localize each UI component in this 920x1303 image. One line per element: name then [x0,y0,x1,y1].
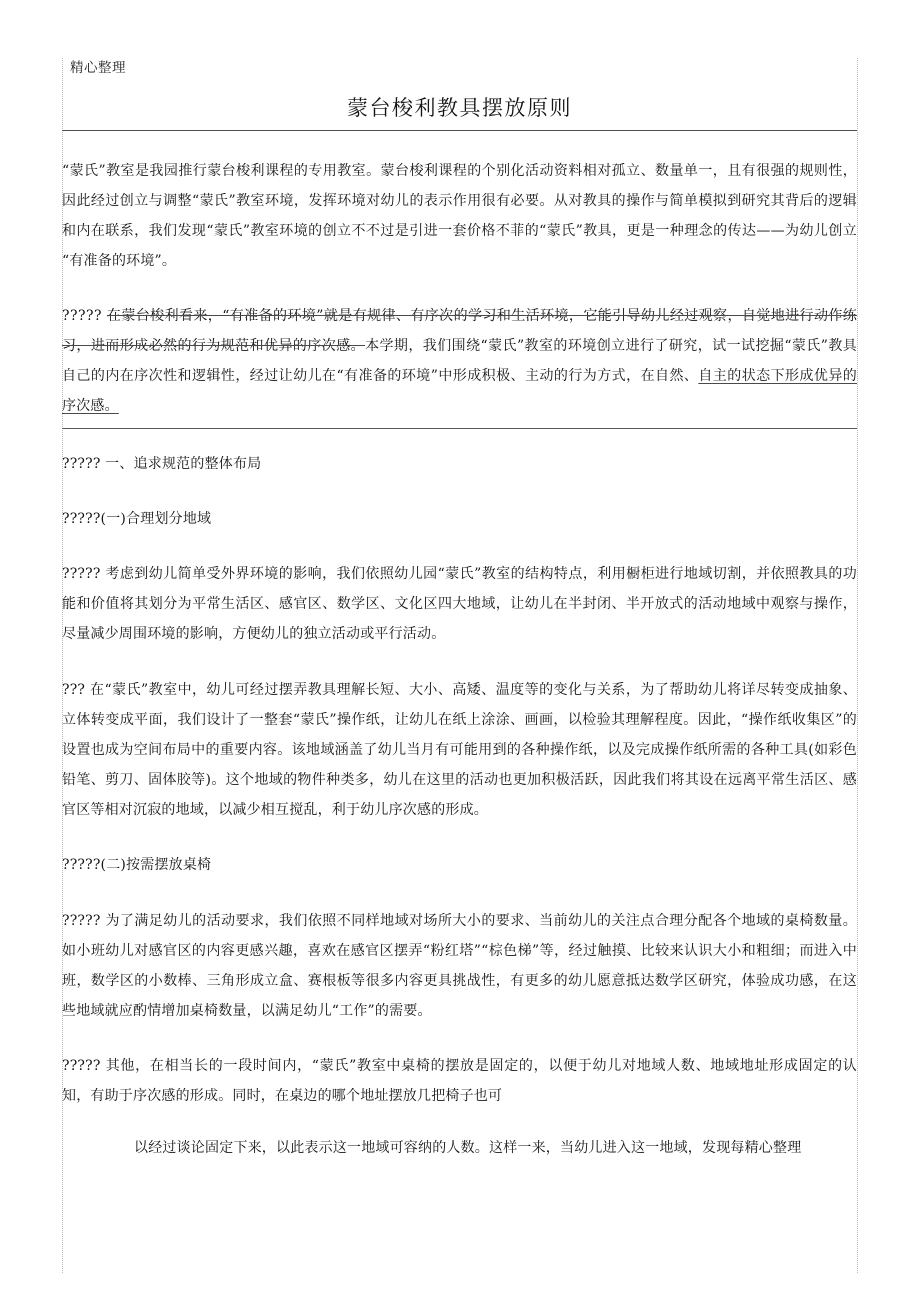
title-divider [62,130,857,131]
paragraph-worksheet-area: ??? 在“蒙氏”教室中，幼儿可经过摆弄教具理解长短、大小、高矮、温度等的变化与关系，为了帮助幼儿将详尽转变成抽象、立体转变成平面，我们设计了一整套“蒙氏”操作纸，让幼儿在纸上涂涂、画画，以检验其理解程度。因此，“操作纸收集区”的设置也成为空间布局中的重要内容。该地域涵盖了幼儿当月有可能用到的各种操作纸，以及完成操作纸所需的各种工具(如彩色铅笔、剪刀、固体胶等)。这个地域的物件种类多，幼儿在这里的活动也更加积极活跃，因此我们将其设在远离平常生活区、感官区等相对沉寂的地域，以减少相互搅乱，利于幼儿序次感的形成。 [62,682,857,819]
underlined-text: 自主的状态下形成优异的序次感。 [62,368,858,415]
paragraph-indent-marks: ????? [62,308,103,325]
paragraph-intro: “蒙氏”教室是我园推行蒙台梭利课程的专用教室。蒙台梭利课程的个别化活动资料相对孤立、数量单一，且有很强的规则性，因此经过创立与调整“蒙氏”教室环境，发挥环境对幼儿的表示作用很有必要。从对教具的操作与简单模拟到研究其背后的逻辑和内在联系，我们发现“蒙氏”教室环境的创立不不过是引进一套价格不菲的“蒙氏”教具，更是一种理念的传达——为幼儿创立“有准备的环境”。 [62,162,857,269]
header-note: 精心整理 [70,60,126,76]
paragraph-fixed-arrangement: ????? 其他，在相当长的一段时间内，“蒙氏”教室中桌椅的摆放是固定的，以便于幼儿对地域人数、地域地址形成固定的认知，有助于序次感的形成。同时，在桌边的哪个地址摆放几把椅子也可 [62,1058,857,1105]
heading-subsection-one: ?????(一)合理划分地域 [62,510,212,527]
plain-text: 本学期，我们围绕“蒙氏”教室的环境创立进行了研究，试一试挖掘“蒙氏”教具自己的内在序次性和逻辑性，经过让幼儿在“有准备的环境”中形成积极、主动的行为方式，在自然、 [62,338,857,385]
paragraph-continuation: 以经过谈论固定下来，以此表示这一地域可容纳的人数。这样一来，当幼儿进入这一地域，发现每精心整理 [134,1140,802,1157]
heading-section-one: ????? 一、追求规范的整体布局 [62,456,262,473]
paragraph-divider [62,428,857,429]
paragraph-zone-division: ????? 考虑到幼儿简单受外界环境的影响，我们依照幼儿园“蒙氏”教室的结构特点，利用橱柜进行地域切割，并依照教具的功能和价值将其划分为平常生活区、感官区、数学区、文化区四大地域，让幼儿在半封闭、半开放式的活动地域中观察与操作，尽量减少周围环境的影响，方便幼儿的独立活动或平行活动。 [62,566,857,643]
struck-text: 在蒙台梭利看来，“有准备的环境”就是有规律、有序次的学习和生活环境，它能引导幼儿经过观察，自觉地进行动作练习，进而形成必然的行为规范和优异的序次感。 [62,308,857,355]
right-margin-guide [857,58,858,1273]
page-title: 蒙台梭利教具摆放原则 [347,96,572,121]
paragraph-prepared-environment [62,302,857,422]
document-content [62,58,857,1162]
paragraph-furniture-allocation: ????? 为了满足幼儿的活动要求，我们依照不同样地域对场所大小的要求、当前幼儿的关注点合理分配各个地域的桌椅数量。如小班幼儿对感官区的内容更感兴趣，喜欢在感官区摆弄“粉红塔”“棕色梯”等，经过触摸、比较来认识大小和粗细；而进入中班，数学区的小数棒、三角形成立盒、赛根板等很多内容更具挑战性，有更多的幼儿愿意抵达数学区研究，体验成功感，在这些地域就应酌情增加桌椅数量，以满足幼儿“工作”的需要。 [62,912,857,1019]
heading-subsection-two: ?????(二)按需摆放桌椅 [62,857,212,874]
